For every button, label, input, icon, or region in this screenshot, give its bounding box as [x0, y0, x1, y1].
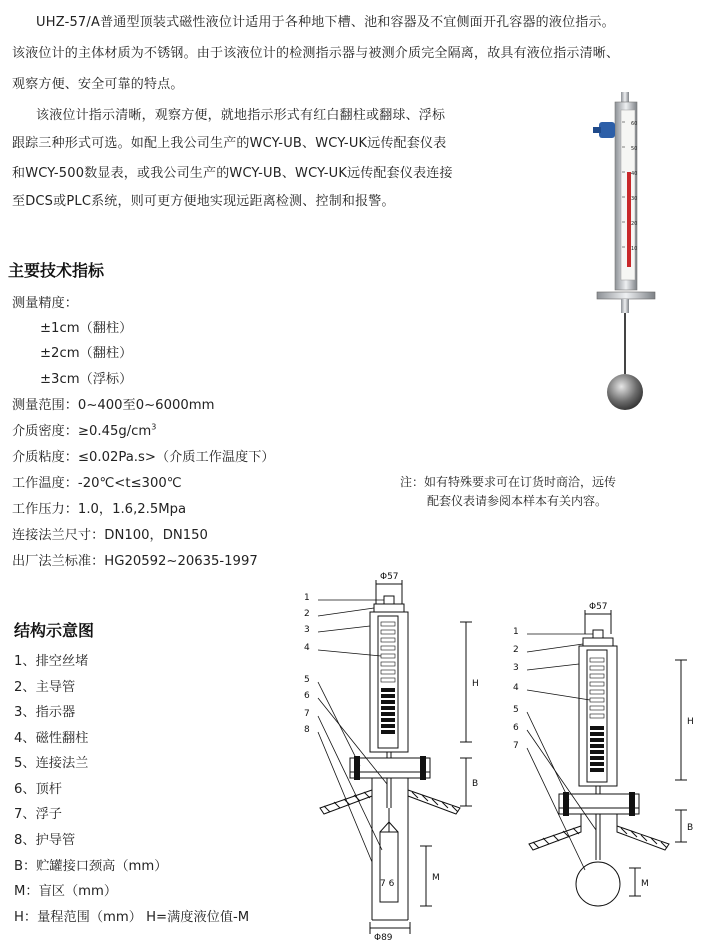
structure-item: B：贮罐接口颈高（mm）	[14, 859, 168, 874]
structure-item: 4、磁性翻柱	[14, 731, 89, 746]
callout-7: 7	[513, 741, 519, 751]
structure-item: 3、指示器	[14, 705, 76, 720]
junction-box	[593, 122, 615, 138]
note-line-2: 配套仪表请参阅本样本有关内容。	[427, 494, 608, 508]
callout-1: 1	[304, 593, 310, 603]
dim-top-label: Φ57	[589, 602, 608, 612]
dim-top-label: Φ57	[380, 572, 399, 582]
structure-item: 2、主导管	[14, 680, 76, 695]
structure-item: 5、连接法兰	[14, 756, 89, 771]
dim-m-label: M	[641, 879, 649, 889]
callout-7: 7	[304, 709, 310, 719]
callout-6: 6	[513, 723, 519, 733]
dim-b-label: B	[472, 779, 479, 789]
callout-6: 6	[304, 691, 310, 701]
spec-flange-standard: 出厂法兰标准：HG20592~20635-1997	[12, 554, 258, 569]
structure-diagram-right	[505, 600, 715, 920]
callout-1: 1	[513, 627, 519, 637]
dim-b-label: B	[687, 823, 694, 833]
dim-m-label: M	[432, 873, 440, 883]
spec-range: 测量范围：0~400至0~6000mm	[12, 398, 215, 413]
structure-item: 8、护导管	[14, 833, 76, 848]
structure-item: H：量程范围（mm） H=满度液位值-M	[14, 910, 250, 925]
mounting-flange	[597, 292, 655, 299]
spec-temperature: 工作温度：-20℃<t≤300℃	[12, 476, 182, 491]
scale-label: 40	[631, 171, 638, 177]
dim-inner-label: 7 6	[380, 879, 395, 889]
spec-density	[12, 420, 156, 439]
spec-accuracy-2: ±2cm（翻柱）	[40, 346, 133, 361]
scale-label: 20	[631, 221, 638, 227]
spec-density-sup: 3	[151, 422, 157, 432]
callout-3: 3	[513, 663, 519, 673]
structure-item: 1、排空丝堵	[14, 654, 89, 669]
intro-line-1: UHZ-57/A普通型顶装式磁性液位计适用于各种地下槽、池和容器及不宜侧面开孔容器的液位指示。	[36, 15, 615, 30]
callout-2: 2	[304, 609, 310, 619]
spec-accuracy-1: ±1cm（翻柱）	[40, 321, 133, 336]
red-level-bar	[627, 172, 631, 267]
intro-line-2: 该液位计的主体材质为不锈钢。由于该液位计的检测指示器与被测介质完全隔离，故具有液位指示清晰、	[12, 46, 620, 61]
intro-line-6: 和WCY-500数显表，或我公司生产的WCY-UB、WCY-UK远传配套仪表连接	[12, 166, 453, 181]
spec-viscosity: 介质粘度：≤0.02Pa.s>（介质工作温度下）	[12, 450, 275, 465]
callout-5: 5	[304, 675, 310, 685]
intro-line-7: 至DCS或PLC系统，则可更方便地实现远距离检测、控制和报警。	[12, 194, 395, 209]
callout-5: 5	[513, 705, 519, 715]
specs-heading: 主要技术指标	[8, 261, 105, 280]
level-gauge-photo	[585, 92, 665, 412]
scale-label: 10	[631, 246, 638, 252]
structure-item: 6、顶杆	[14, 782, 62, 797]
dim-h-label: H	[687, 717, 694, 727]
intro-line-4: 该液位计指示清晰，观察方便，就地指示形式有红白翻柱或翻球、浮标	[36, 108, 446, 123]
callout-4: 4	[513, 683, 519, 693]
structure-heading: 结构示意图	[14, 621, 95, 640]
scale-label: 30	[631, 196, 638, 202]
structure-item: 7、浮子	[14, 807, 62, 822]
note-line-1: 注：如有特殊要求可在订货时商洽，远传	[400, 475, 617, 489]
structure-item: M：盲区（mm）	[14, 884, 118, 899]
scale-label: 50	[631, 146, 638, 152]
intro-line-5: 跟踪三种形式可选。如配上我公司生产的WCY-UB、WCY-UK远传配套仪表	[12, 136, 447, 151]
intro-line-3: 观察方便、安全可靠的特点。	[12, 77, 184, 92]
spec-accuracy-3: ±3cm（浮标）	[40, 372, 133, 387]
float-ball	[607, 374, 643, 410]
callout-3: 3	[304, 625, 310, 635]
dim-h-label: H	[472, 679, 479, 689]
callout-2: 2	[513, 645, 519, 655]
scale-label: 60	[631, 121, 638, 127]
spec-pressure: 工作压力：1.0，1.6,2.5Mpa	[12, 502, 187, 517]
structure-diagram-left	[300, 570, 490, 942]
dim-bottom-label: Φ89	[374, 933, 393, 942]
spec-flange-size: 连接法兰尺寸：DN100，DN150	[12, 528, 208, 543]
spec-density-text: 介质密度：≥0.45g/cm	[12, 424, 152, 439]
callout-4: 4	[304, 643, 310, 653]
callout-8: 8	[304, 725, 310, 735]
spec-accuracy-label: 测量精度：	[12, 296, 78, 311]
